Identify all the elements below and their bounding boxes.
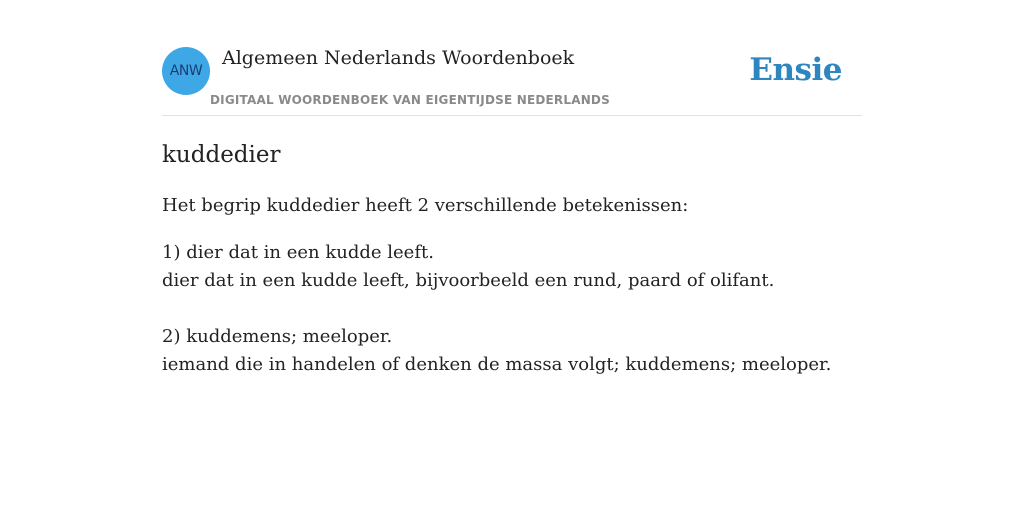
page-title: kuddedier xyxy=(162,142,281,168)
logo-text: ANW xyxy=(169,63,203,79)
header xyxy=(162,0,862,116)
definition-text: dier dat in een kudde leeft, bijvoorbeeld een rund, paard of olifant. xyxy=(162,270,775,291)
definition-item xyxy=(162,239,831,295)
anw-logo[interactable] xyxy=(162,47,210,95)
site-subtitle: DIGITAAL WOORDENBOEK VAN EIGENTIJDSE NEDERLANDS xyxy=(210,93,610,107)
definition-text: iemand die in handelen of denken de massa volgt; kuddemens; meeloper. xyxy=(162,354,832,375)
intro-text: Het begrip kuddedier heeft 2 verschillende betekenissen: xyxy=(162,195,689,216)
definition-item xyxy=(162,323,831,379)
definitions-list xyxy=(162,239,831,407)
definition-heading: 2) kuddemens; meeloper. xyxy=(162,326,393,347)
site-title[interactable]: Algemeen Nederlands Woordenboek xyxy=(222,47,575,69)
page-container xyxy=(162,0,862,375)
definition-heading: 1) dier dat in een kudde leeft. xyxy=(162,242,434,263)
ensie-brand-logo[interactable]: Ensie xyxy=(749,52,842,88)
